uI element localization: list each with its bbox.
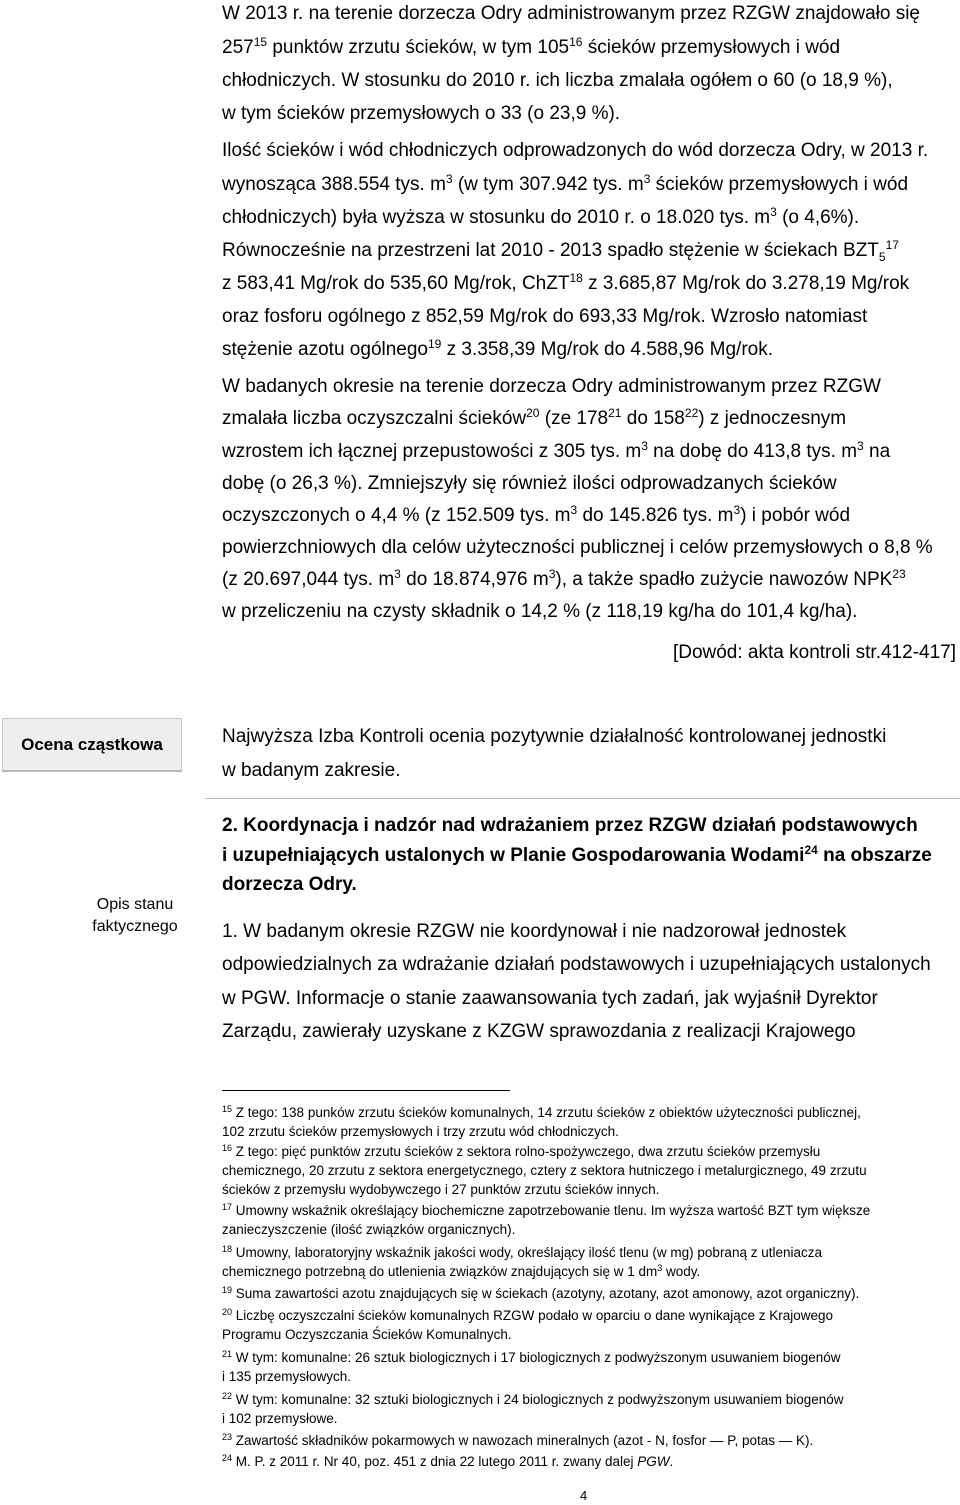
footnote-16: $^{16}$ Z tego: pięć punktów zrzutu ścieków z sektora rolno-spożywczego, dwa zrzutu ścieków przemysłu chemicznego, 20 zrzutu z sektora energetycznego, cztery z sektora hutniczego i metalurgicznego, 49 zrzutu ścieków z przemysłu wydobywczego i 27 punktów zrzutu ścieków innych. [222, 1143, 867, 1197]
p1-line-3: chłodniczych. W stosunku do 2010 r. ich liczba zmalała ogółem o 60 (o 18,9 %), [222, 70, 893, 91]
p2-line-4: Równocześnie na przestrzeni lat 2010 - 2013 spadło stężenie w ściekach $BZT_5^{17}$ [222, 238, 899, 264]
heading-line-1: 2. Koordynacja i nadzór nad wdrażaniem przez RZGW działań podstawowych [222, 815, 918, 836]
p2-line-7: stężenie azotu ogólnego$^{19}$ z 3.358,39 Mg/rok do 4.588,96 Mg/rok. [222, 337, 773, 360]
body-line-2: odpowiedzialnych za wdrażanie działań podstawowych i uzupełniających ustalonych [222, 954, 931, 975]
facts-label-line-2: faktycznego [92, 918, 178, 935]
p3-line-3: wzrostem ich łącznej przepustowości z 305 tys. $m^3$ na dobę do 413,8 tys. $m^3$ na [222, 439, 891, 462]
footnote-17: $^{17}$ Umowny wskaźnik określający biochemiczne zapotrzebowanie tlenu. Im wyższa wartość BZT tym większe zanieczyszczenie (ilość związków organicznych). [222, 1202, 871, 1237]
p2-line-1: Ilość ścieków i wód chłodniczych odprowadzonych do wód dorzecza Odry, w 2013 r. [222, 140, 929, 161]
p3-line-7: (z 20.697,044 tys. $m^3$ do 18.874,976 $m^3$), a także spadło zużycie nawozów NPK$^{23}$ [222, 567, 906, 590]
p3-line-2: zmalała liczba oczyszczalni ścieków$^{20}$ (ze $178^{21}$ do $158^{22}$) z jednoczesnym [222, 406, 847, 429]
footnote-23: $^{23}$ Zawartość składników pokarmowych w nawozach mineralnych (azot - N, fosfor — P, potas — K). [222, 1432, 814, 1448]
footnote-22: $^{22}$ W tym: komunalne: 32 sztuki biologicznych i 24 biologicznych z podwyższonym usuwaniem biogenów i 102 przemysłowe. [222, 1391, 844, 1426]
p3-line-6: powierzchniowych dla celów użyteczności publicznej i celów przemysłowych o 8,8 % [222, 537, 933, 558]
p3-line-4: dobę (o 26,3 %). Zmniejszyły się również ilości odprowadzanych ścieków [222, 473, 837, 494]
p2-line-6: oraz fosforu ogólnego z 852,59 Mg/rok do 693,33 Mg/rok. Wzrosło natomiast [222, 306, 868, 327]
p2-line-2: wynosząca 388.554 tys. $m^3$ (w tym 307.942 tys. $m^3$ ścieków przemysłowych i wód [222, 172, 909, 195]
footnote-21: $^{21}$ W tym: komunalne: 26 sztuk biologicznych i 17 biologicznych z podwyższonym usuwaniem biogenów i 135 przemysłowych. [222, 1349, 841, 1384]
facts-label-line-1: Opis stanu [96, 896, 174, 913]
footnote-18: $^{18}$ Umowny, laboratoryjny wskaźnik jakości wody, określający ilość tlenu (w mg) pobraną z utleniacza chemicznego potrzebną do utlenienia związków znajdujących się w 1 $dm^3$ wody. [222, 1244, 823, 1279]
assessment-line-1: Najwyższa Izba Kontroli ocenia pozytywnie działalność kontrolowanej jednostki [222, 726, 887, 747]
evidence-reference: [Dowód: akta kontroli str.412-417] [672, 642, 956, 663]
assessment-line-2: w badanym zakresie. [222, 760, 401, 781]
footnote-20: $^{20}$ Liczbę oczyszczalni ścieków komunalnych RZGW podało w oparciu o dane wynikające z Krajowego Programu Oczyszczania Ścieków Komunalnych. [222, 1307, 834, 1342]
p3-line-1: W badanych okresie na terenie dorzecza Odry administrowanym przez RZGW [222, 376, 881, 397]
p3-line-5: oczyszczonych o 4,4 % (z 152.509 tys. $m^3$ do 145.826 tys. $m^3$) i pobór wód [222, 503, 851, 526]
p2-line-3: chłodniczych) była wyższa w stosunku do 2010 r. o 18.020 tys. $m^3$ (o 4,6%). [222, 205, 860, 228]
facts-label [60, 894, 210, 938]
p3-line-8: w przeliczeniu na czysty składnik o 14,2 % (z 118,19 kg/ha do 101,4 kg/ha). [222, 601, 858, 622]
p2-line-5: z 583,41 Mg/rok do 535,60 Mg/rok, ChZT$^{18}$ z 3.685,87 Mg/rok do 3.278,19 Mg/rok [222, 271, 910, 294]
footnote-separator [222, 1090, 510, 1091]
p1-line-2: $257^{15}$ punktów zrzutu ścieków, w tym $105^{16}$ ścieków przemysłowych i wód [222, 35, 841, 58]
heading-line-3: dorzecza Odry. [222, 874, 357, 895]
footnote-24: $^{24}$ M. P. z 2011 r. Nr 40, poz. 451 z dnia 22 lutego 2011 r. zwany dalej PGW. [222, 1453, 674, 1469]
section-divider [205, 798, 960, 799]
assessment-label-box [2, 718, 182, 772]
p1-line-1: W 2013 r. na terenie dorzecza Odry administrowanym przez RZGW znajdowało się [222, 3, 920, 24]
body-line-1: 1. W badanym okresie RZGW nie koordynował i nie nadzorował jednostek [222, 921, 847, 942]
body-line-4: Zarządu, zawierały uzyskane z KZGW sprawozdania z realizacji Krajowego [222, 1021, 856, 1042]
body-line-3: w PGW. Informacje o stanie zaawansowania tych zadań, jak wyjaśnił Dyrektor [222, 988, 878, 1009]
page-number: 4 [580, 1488, 588, 1503]
footnote-19: $^{19}$ Suma zawartości azotu znajdujących się w ściekach (azotyny, azotany, azot amonowy, azot organiczny). [222, 1285, 860, 1301]
p1-line-4: w tym ścieków przemysłowych o 33 (o 23,9 %). [222, 103, 621, 124]
heading-line-2: i uzupełniających ustalonych w Planie Gospodarowania Wodami$^{24}$ na obszarze [222, 843, 932, 866]
footnote-15: $^{15}$ Z tego: 138 punków zrzutu ścieków komunalnych, 14 zrzutu ścieków z obiektów użyteczności publicznej, 102 zrzutu ścieków przemysłowych i trzy zrzutu wód chłodniczych. [222, 1104, 861, 1139]
assessment-label: Ocena cząstkowa [21, 734, 163, 754]
